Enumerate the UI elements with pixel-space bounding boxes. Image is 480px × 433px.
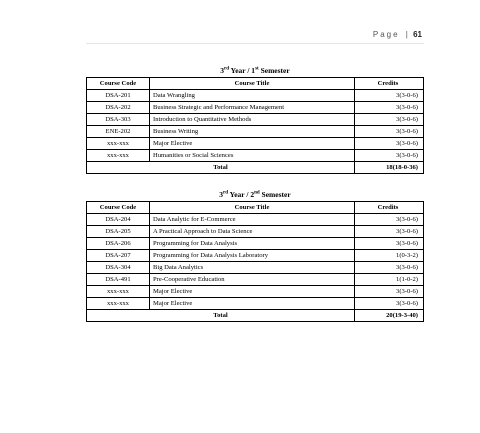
table-header-row [87, 202, 424, 214]
semester2-title: 3rd Year / 2nd Semester [219, 190, 291, 199]
table-row [87, 150, 424, 162]
course-code: DSA-304 [87, 262, 150, 274]
course-code: DSA-204 [87, 214, 150, 226]
course-code: xxx-xxx [87, 298, 150, 310]
course-credits: 3(3-0-6) [355, 298, 424, 310]
col-header-title: Course Title [150, 78, 355, 90]
col-header-credits: Credits [355, 78, 424, 90]
table-row [87, 238, 424, 250]
total-label: Total [87, 162, 355, 174]
semester1-title: 3rd Year / 1st Semester [220, 66, 290, 75]
course-credits: 3(3-0-6) [355, 150, 424, 162]
course-code: xxx-xxx [87, 150, 150, 162]
total-row [87, 310, 424, 322]
course-code: ENE-202 [87, 126, 150, 138]
table-row [87, 274, 424, 286]
course-title: Humanities or Social Sciences [150, 150, 355, 162]
total-credits: 20(19-3-40) [355, 310, 424, 322]
course-code: DSA-206 [87, 238, 150, 250]
course-title: Data Analytic for E-Commerce [150, 214, 355, 226]
course-credits: 3(3-0-6) [355, 102, 424, 114]
col-header-title: Course Title [150, 202, 355, 214]
header-rule [86, 43, 424, 44]
table-row [87, 114, 424, 126]
table-row [87, 262, 424, 274]
semester2-table [86, 201, 424, 322]
course-code: xxx-xxx [87, 138, 150, 150]
course-title: Major Elective [150, 298, 355, 310]
table-row [87, 90, 424, 102]
table-row [87, 214, 424, 226]
col-header-code: Course Code [87, 202, 150, 214]
table-row [87, 250, 424, 262]
course-credits: 3(3-0-6) [355, 126, 424, 138]
table-row [87, 286, 424, 298]
col-header-credits: Credits [355, 202, 424, 214]
page-number: 61 [413, 30, 422, 39]
table-header-row [87, 78, 424, 90]
course-code: DSA-201 [87, 90, 150, 102]
page-word: Page [372, 30, 400, 39]
page-separator: | [405, 30, 408, 39]
course-credits: 1(1-0-2) [355, 274, 424, 286]
course-title: Big Data Analytics [150, 262, 355, 274]
course-code: DSA-205 [87, 226, 150, 238]
course-title: Major Elective [150, 138, 355, 150]
course-code: DSA-207 [87, 250, 150, 262]
course-credits: 3(3-0-6) [355, 286, 424, 298]
course-title: Programming for Data Analysis Laboratory [150, 250, 355, 262]
course-title: A Practical Approach to Data Science [150, 226, 355, 238]
course-title: Business Strategic and Performance Management [150, 102, 355, 114]
course-title: Data Wrangling [150, 90, 355, 102]
course-credits: 3(3-0-6) [355, 114, 424, 126]
course-title: Introduction to Quantitative Methods [150, 114, 355, 126]
course-code: DSA-491 [87, 274, 150, 286]
course-credits: 3(3-0-6) [355, 138, 424, 150]
page-header [373, 30, 422, 39]
course-title: Programming for Data Analysis [150, 238, 355, 250]
table-row [87, 226, 424, 238]
table-row [87, 138, 424, 150]
course-credits: 1(0-3-2) [355, 250, 424, 262]
table-row [87, 298, 424, 310]
total-credits: 18(18-0-36) [355, 162, 424, 174]
course-credits: 3(3-0-6) [355, 238, 424, 250]
course-credits: 3(3-0-6) [355, 214, 424, 226]
semester1-table [86, 77, 424, 174]
course-code: xxx-xxx [87, 286, 150, 298]
course-title: Pre-Cooperative Education [150, 274, 355, 286]
total-label: Total [87, 310, 355, 322]
course-title: Major Elective [150, 286, 355, 298]
course-code: DSA-202 [87, 102, 150, 114]
course-credits: 3(3-0-6) [355, 90, 424, 102]
course-credits: 3(3-0-6) [355, 226, 424, 238]
total-row [87, 162, 424, 174]
table-row [87, 126, 424, 138]
course-title: Business Writing [150, 126, 355, 138]
table-row [87, 102, 424, 114]
course-code: DSA-303 [87, 114, 150, 126]
course-credits: 3(3-0-6) [355, 262, 424, 274]
col-header-code: Course Code [87, 78, 150, 90]
